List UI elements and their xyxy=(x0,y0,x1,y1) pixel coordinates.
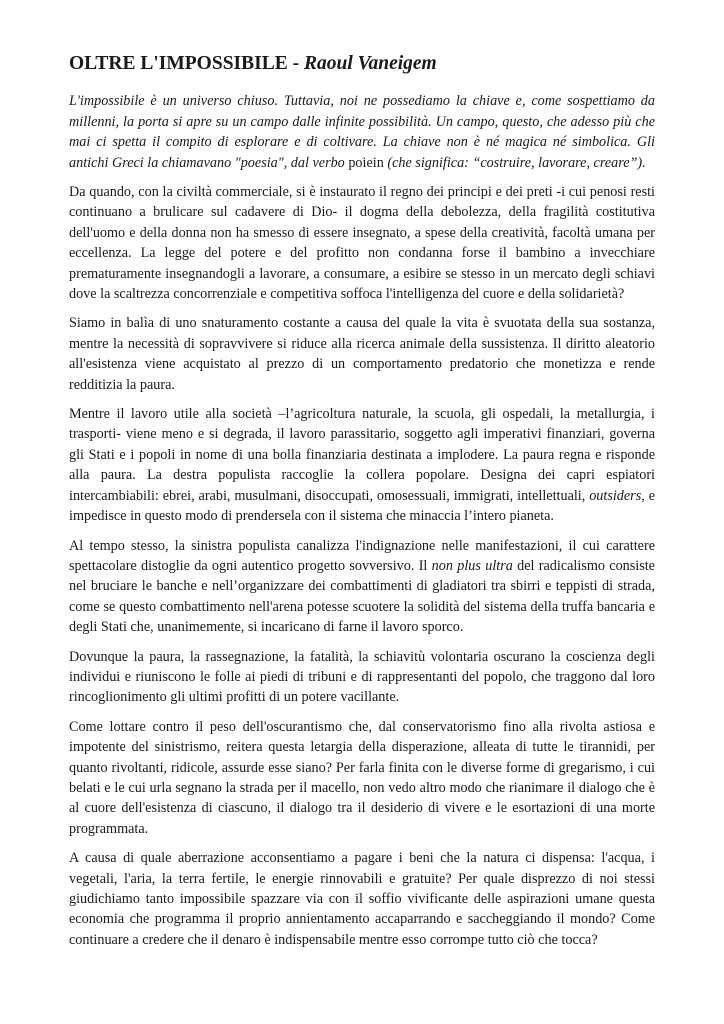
title-separator: - xyxy=(287,53,304,74)
paragraph-3-emphasis: outsiders xyxy=(589,487,642,504)
paragraph-2: Siamo in balìa di uno snaturamento costante a causa del quale la vita è svuotata della sua sostanza, mentre la necessità di sopravvivere si riduce alla ricerca animale della sussistenza. Il diritto aleatorio all'esistenza viene acquistato al prezzo di un comportamento predatorio che monetizza e rende redditizia la paura. xyxy=(69,315,655,393)
intro-text-2: (che significa: “costruire, lavorare, creare”). xyxy=(383,154,646,171)
paragraph-7: A causa di quale aberrazione acconsentiamo a pagare i beni che la natura ci dispensa: l'acqua, i vegetali, l'aria, la terra fertile, le energie rinnovabili e gratuite? Per quale disprezzo di noi stessi giudichiamo tanto impossibile spazzare via con il soffio vivificante delle aspirazioni umane questa economia che programma il proprio annientamento accaparrando e saccheggiando il mondo? Come continuare a credere che il denaro è indispensabile mentre esso corrompe tutto ciò che tocca? xyxy=(69,850,655,948)
paragraph-4-emphasis: non plus ultra xyxy=(431,557,513,574)
author-name: Raoul Vaneigem xyxy=(304,53,437,74)
title-text: OLTRE L'IMPOSSIBILE xyxy=(69,53,288,74)
document-title xyxy=(69,52,655,75)
paragraph-3-text-a: Mentre il lavoro utile alla società –l’agricoltura naturale, la scuola, gli ospedali, la metallurgia, i trasporti- viene meno e si degrada, il lavoro parassitario, soggetto agli imperativi finanziari, governa gli Stati e i popoli in nome di una bolla finanziaria destinata a implodere. La paura regna e risponde alla paura. La destra populista raccoglie la collera popolare. Designa dei capri espiatori intercambiabili: ebrei, arabi, musulmani, disoccupati, omosessuali, immigrati, intellettuali, xyxy=(69,406,655,504)
paragraph-6: Come lottare contro il peso dell'oscurantismo che, dal conservatorismo fino alla rivolta astiosa e impotente del sinistrismo, reitera questa letargia della disperazione, alleata di tutte le tirannidi, per quanto rivoltanti, ridicole, assurde esse siano? Per farla finita con le diverse forme di gregarismo, i cui belati e le cui urla segnano la strada per il macello, non vedo altro modo che rianimare il dialogo che è al cuore dell'esistenza di ciascuno, il dialogo tra il desiderio di vivere e le esortazioni di una morte programmata. xyxy=(69,718,655,837)
paragraph-4 xyxy=(69,536,655,638)
intro-word-poiein: poiein xyxy=(348,154,384,171)
paragraph-4-text-a: Al tempo stesso, la sinistra populista canalizza l'indignazione nelle manifestazioni, il cui carattere spettacolare distoglie da ogni autentico progetto sovversivo. Il xyxy=(69,537,655,574)
intro-paragraph xyxy=(69,91,655,173)
paragraph-1: Da quando, con la civiltà commerciale, si è instaurato il regno dei principi e dei preti -i cui penosi resti continuano a brulicare sul cadavere di Dio- il dogma della debolezza, della fragilità costitutiva dell'uomo e della donna non ha smesso di essere insegnato, a spese della creatività, facoltà umana per eccellenza. La legge del potere e del profitto non condanna forse il bambino a invecchiare prematuramente insegnandogli a lavorare, a consumare, a esibire se stesso in un mercato degli schiavi dove la scaltrezza concorrenziale e competitiva soffoca l'intelligenza del cuore e della solidarietà? xyxy=(69,184,655,303)
paragraph-3 xyxy=(69,404,655,526)
paragraph-3-text-b: , e impedisce in questo modo di prendersela con il sistema che minaccia l’intero pianeta. xyxy=(69,487,655,525)
paragraph-5: Dovunque la paura, la rassegnazione, la fatalità, la schiavitù volontaria oscurano la coscienza degli individui e riuniscono le folle ai piedi di tribuni e di rappresentanti del popolo, che traggono dal loro rincoglionimento gli ultimi profitti di un potere vacillante. xyxy=(69,648,655,706)
intro-text-1: L'impossibile è un universo chiuso. Tuttavia, noi ne possediamo la chiave e, come sospettiamo da millenni, la porta si apre su un campo dalle infinite possibilità. Un campo, questo, che adesso più che mai ci spetta il compito di esplorare e di coltivare. La chiave non è né magica né simbolica. Gli antichi Greci la chiamavano "poesia", dal verbo xyxy=(69,93,655,171)
paragraph-4-text-b: del radicalismo consiste nel bruciare le banche e nell’organizzare dei combattimenti di gladiatori tra sbirri e teppisti di strada, come se questo combattimento nell'arena potesse scuotere la solidità del sistema della truffa bancaria e degli Stati che, unanimemente, si incaricano di farne il lavoro sporco. xyxy=(69,557,655,636)
